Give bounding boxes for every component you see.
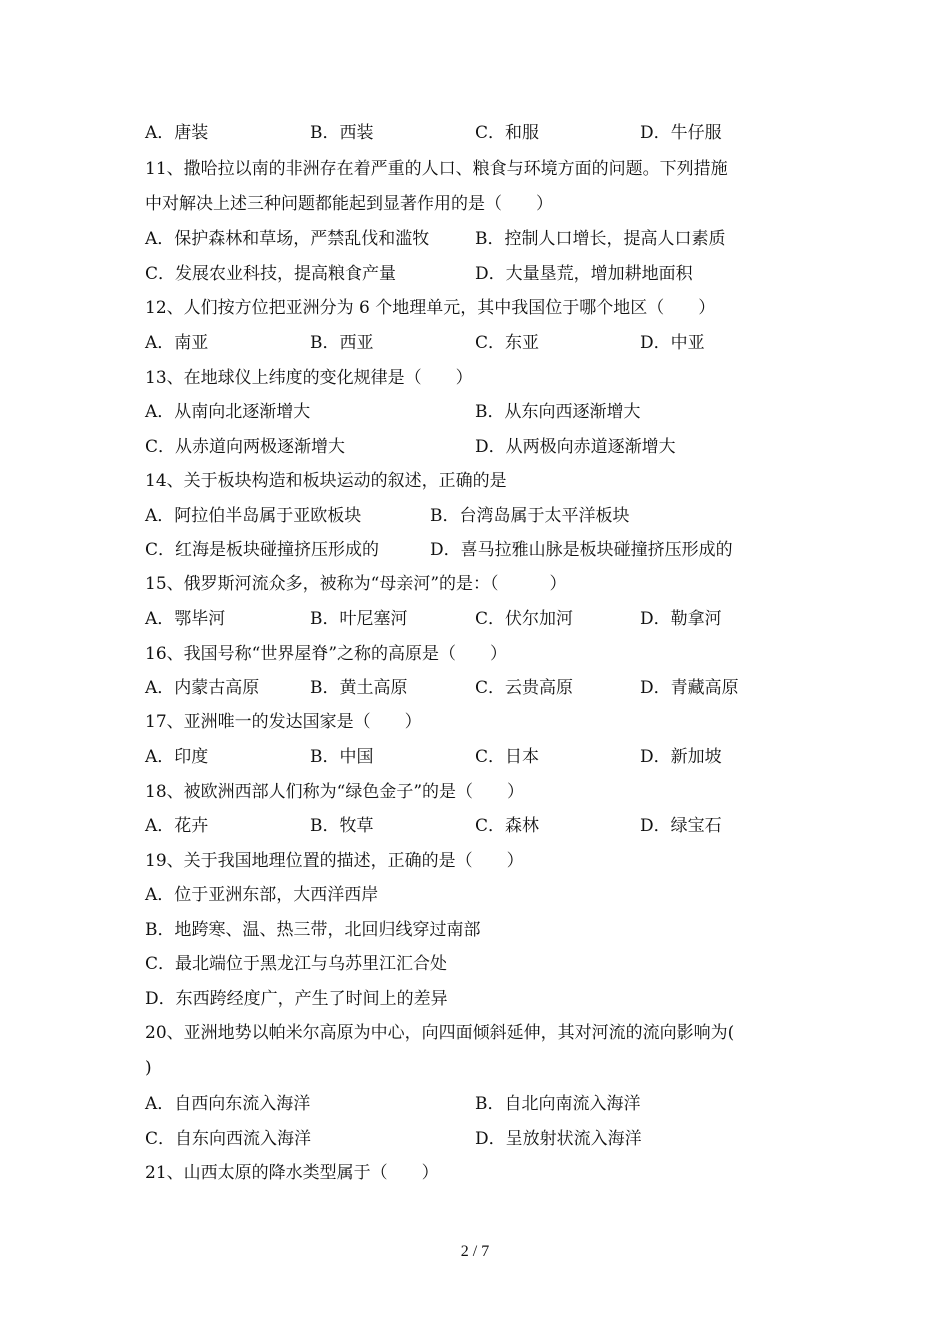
option-a: A．自西向东流入海洋 xyxy=(145,1094,311,1114)
text-line: 中对解决上述三种问题都能起到显著作用的是（ ） xyxy=(145,194,553,214)
option-a: A．印度 xyxy=(145,747,209,767)
option-a: A．唐装 xyxy=(145,123,209,143)
option-c: C．森林 xyxy=(475,816,540,836)
option-a: A．从南向北逐渐增大 xyxy=(145,402,311,422)
option-c: C．云贵高原 xyxy=(475,678,574,698)
text-line: C．最北端位于黑龙江与乌苏里江汇合处 xyxy=(145,954,448,974)
text-line: D．东西跨经度广，产生了时间上的差异 xyxy=(145,989,448,1009)
option-c: C．伏尔加河 xyxy=(475,609,574,629)
option-a: A．花卉 xyxy=(145,816,209,836)
option-a: A．鄂毕河 xyxy=(145,609,226,629)
option-d: D．牛仔服 xyxy=(640,123,722,143)
option-b: B．自北向南流入海洋 xyxy=(475,1094,641,1114)
text-line: 11、撒哈拉以南的非洲存在着严重的人口、粮食与环境方面的问题。下列措施 xyxy=(145,159,728,179)
option-d: D．中亚 xyxy=(640,333,705,353)
option-b: D．大量垦荒，增加耕地面积 xyxy=(475,264,693,284)
option-a: A．内蒙古高原 xyxy=(145,678,260,698)
option-b: B．叶尼塞河 xyxy=(310,609,408,629)
option-d: D．勒拿河 xyxy=(640,609,722,629)
text-line: B．地跨寒、温、热三带，北回归线穿过南部 xyxy=(145,920,481,940)
text-line: 13、在地球仪上纬度的变化规律是（ ） xyxy=(145,368,473,388)
option-d: D．青藏高原 xyxy=(640,678,739,698)
option-c: C．日本 xyxy=(475,747,540,767)
option-a: C．自东向西流入海洋 xyxy=(145,1129,312,1149)
text-line: 17、亚洲唯一的发达国家是（ ） xyxy=(145,712,422,732)
option-b: B．牧草 xyxy=(310,816,374,836)
option-c: C．东亚 xyxy=(475,333,540,353)
option-b: B．控制人口增长，提高人口素质 xyxy=(475,229,726,249)
text-line: 21、山西太原的降水类型属于（ ） xyxy=(145,1163,439,1183)
option-a: C．红海是板块碰撞挤压形成的 xyxy=(145,540,380,560)
text-line: 19、关于我国地理位置的描述，正确的是（ ） xyxy=(145,851,524,871)
text-line: ) xyxy=(145,1058,152,1078)
option-a: C．发展农业科技，提高粮食产量 xyxy=(145,264,397,284)
option-b: B．中国 xyxy=(310,747,374,767)
page-number: 2 / 7 xyxy=(460,1243,490,1260)
option-b: D．从两极向赤道逐渐增大 xyxy=(475,437,676,457)
option-b: B．西亚 xyxy=(310,333,374,353)
option-a: A．南亚 xyxy=(145,333,209,353)
text-line: 12、人们按方位把亚洲分为 6 个地理单元，其中我国位于哪个地区（ ） xyxy=(145,298,716,318)
option-a: C．从赤道向两极逐渐增大 xyxy=(145,437,346,457)
text-line: 14、关于板块构造和板块运动的叙述，正确的是 xyxy=(145,471,507,491)
option-b: B．黄土高原 xyxy=(310,678,408,698)
text-line: 18、被欧洲西部人们称为“绿色金子”的是（ ） xyxy=(145,782,525,802)
option-b: B．从东向西逐渐增大 xyxy=(475,402,641,422)
option-b: D．呈放射状流入海洋 xyxy=(475,1129,642,1149)
text-line: 15、俄罗斯河流众多，被称为“母亲河”的是：（ ） xyxy=(145,574,567,594)
option-c: C．和服 xyxy=(475,123,540,143)
option-d: D．新加坡 xyxy=(640,747,722,767)
text-line: 16、我国号称“世界屋脊”之称的高原是（ ） xyxy=(145,644,508,664)
option-b: D．喜马拉雅山脉是板块碰撞挤压形成的 xyxy=(430,540,733,560)
option-b: B．台湾岛属于太平洋板块 xyxy=(430,506,630,526)
text-line: A．位于亚洲东部，大西洋西岸 xyxy=(145,885,379,905)
text-line: 20、亚洲地势以帕米尔高原为中心，向四面倾斜延伸，其对河流的流向影响为( xyxy=(145,1023,735,1043)
option-d: D．绿宝石 xyxy=(640,816,722,836)
option-a: A．保护森林和草场，严禁乱伐和滥牧 xyxy=(145,229,430,249)
option-a: A．阿拉伯半岛属于亚欧板块 xyxy=(145,506,362,526)
option-b: B．西装 xyxy=(310,123,374,143)
